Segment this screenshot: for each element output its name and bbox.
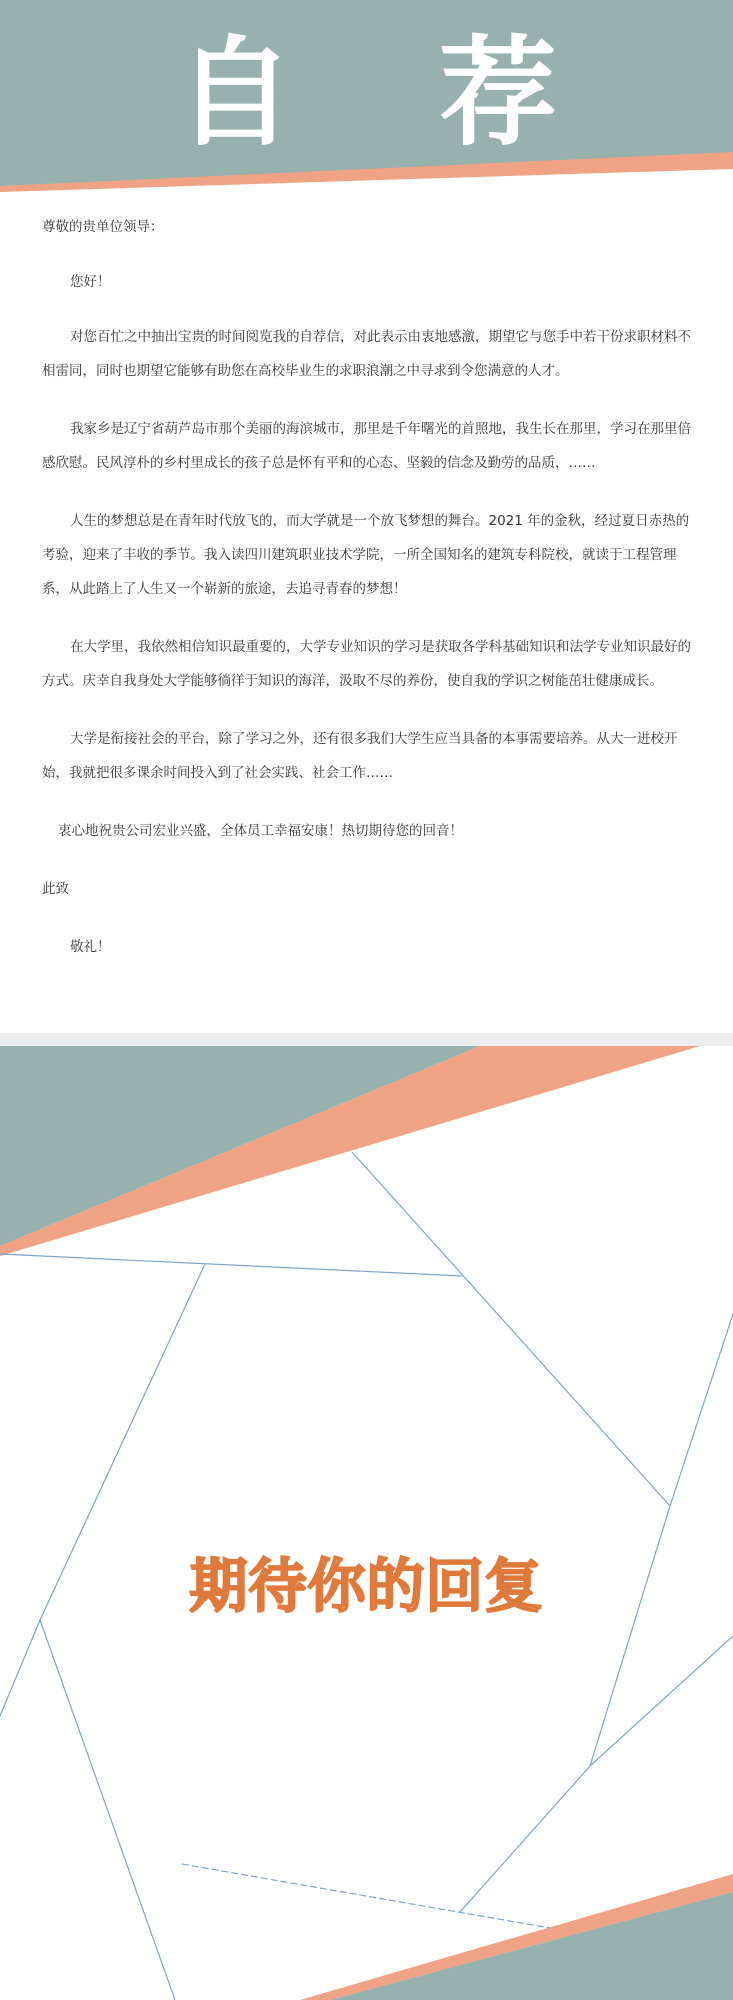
letter-salutation: 尊敬的贵单位领导： [42,219,164,235]
page-title: 自 荐 信 [175,24,610,312]
letter-paragraph-1: 对您百忙之中抽出宝贵的时间阅览我的自荐信，对此表示由衷地感激，期望它与您手中若干份求职材料不相雷同，同时也期望它能够有助您在高校毕业生的求职浪潮之中寻求到令您满意的人才。 [42,329,691,379]
letter-paragraph-4: 在大学里，我依然相信知识最重要的，大学专业知识的学习是获取各学科基础知识和法学专业知识最好的方式。庆幸自我身处大学能够徜徉于知识的海洋，汲取不尽的养份，使自我的学识之树能茁壮健康成长。 [42,639,691,689]
closing-title: 期待你的回复 [189,1552,544,1620]
letter-paragraph-5: 大学是衔接社会的平台，除了学习之外，还有很多我们大学生应当具备的本事需要培养。从大一进校开始，我就把很多课余时间投入到了社会实践、社会工作…… [42,731,678,781]
decorative-background [0,1046,733,2000]
letter-body [42,210,694,964]
letter-closing-salute: 此致 [42,881,69,897]
closing-page [0,1046,733,2000]
letter-greeting: 您好！ [70,274,111,290]
letter-closing-regards: 敬礼！ [70,939,111,955]
letter-paragraph-2: 我家乡是辽宁省葫芦岛市那个美丽的海滨城市，那里是千年曙光的首照地，我生长在那里，学习在那里倍感欣慰。民风淳朴的乡村里成长的孩子总是怀有平和的心态、坚毅的信念及勤劳的品质，…… [42,421,691,471]
letter-wishes: 衷心地祝贵公司宏业兴盛，全体员工幸福安康！热切期待您的回音！ [58,823,463,839]
letter-paragraph-3: 人生的梦想总是在青年时代放飞的，而大学就是一个放飞梦想的舞台。2021 年的金秋，经过夏日赤热的考验，迎来了丰收的季节。我入读四川建筑职业技术学院，一所全国知名的建筑专科院校，就读于工程管理系，从此踏上了人生又一个崭新的旅途，去追寻青春的梦想！ [42,513,690,597]
